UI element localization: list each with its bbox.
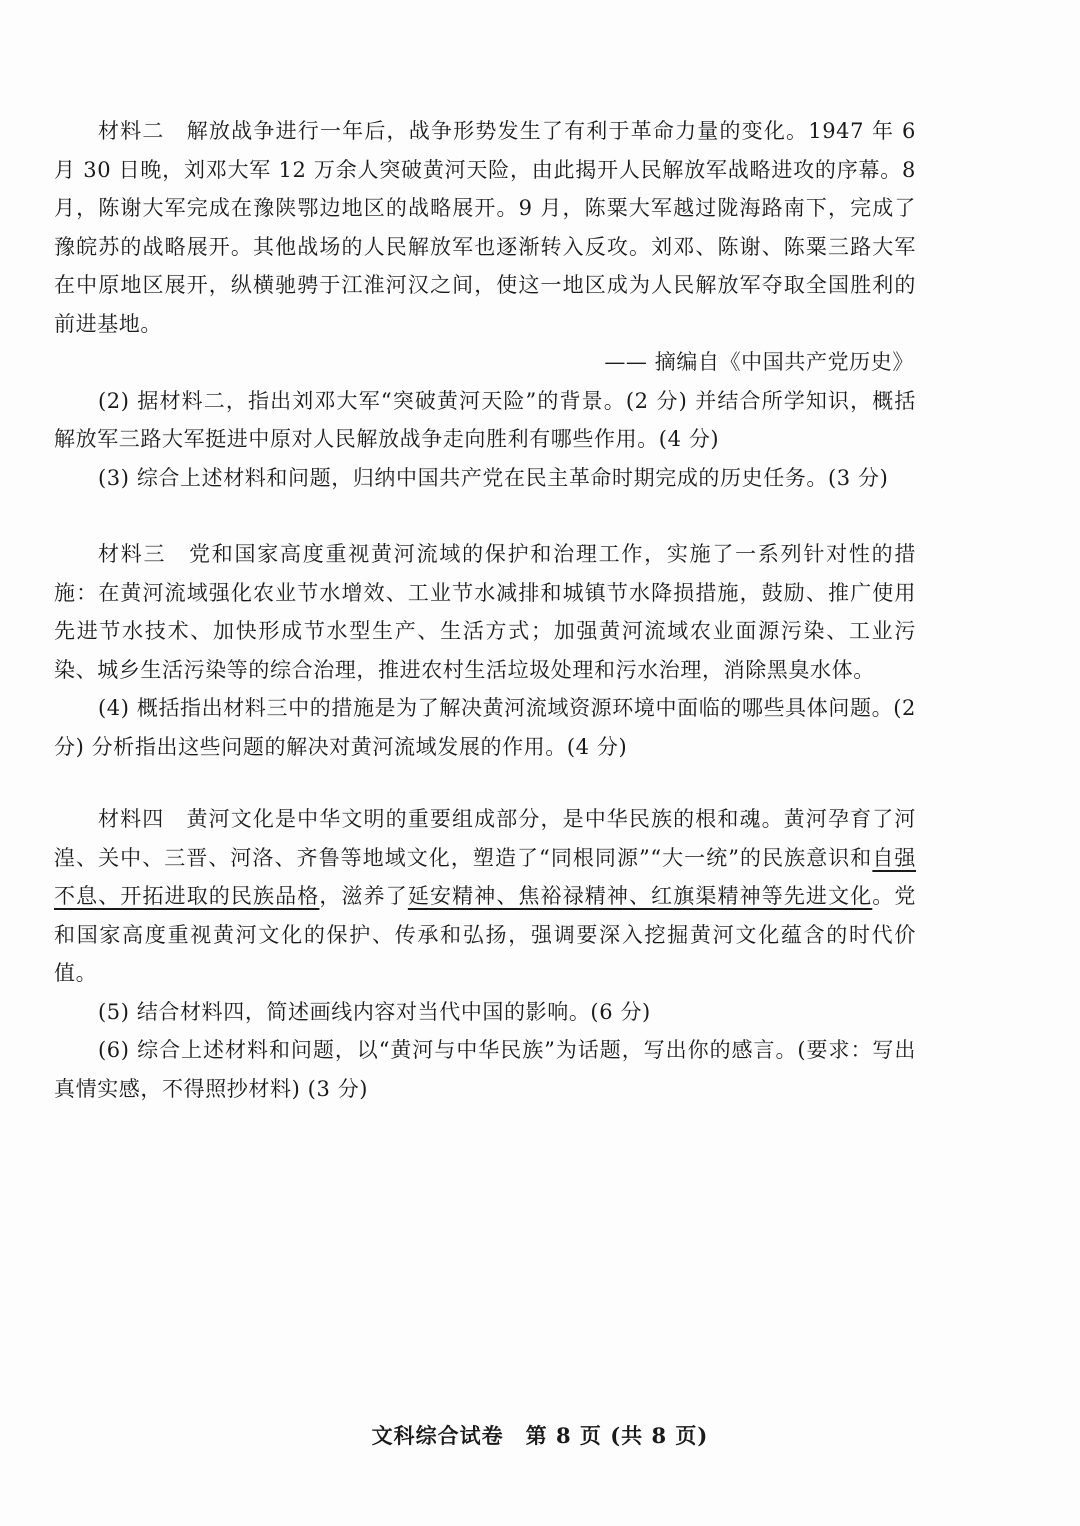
question-2: (2) 据材料二，指出刘邓大军“突破黄河天险”的背景。(2 分) 并结合所学知识，概括解放军三路大军挺进中原对人民解放战争走向胜利有哪些作用。(4 分) [54,388,916,451]
spacer [54,766,916,800]
material-4 [54,800,916,993]
material-2-label: 材料二 [98,119,165,143]
material-4-text-pre: 黄河文化是中华文明的重要组成部分，是中华民族的根和魂。黄河孕育了河湟、关中、三晋、河洛、齐鲁等地域文化，塑造了“同根同源”“大一统”的民族意识和 [54,807,916,870]
material-3 [54,535,916,689]
material-2 [54,112,916,343]
material-3-label: 材料三 [98,542,167,566]
material-3-text: 党和国家高度重视黄河流域的保护和治理工作，实施了一系列针对性的措施：在黄河流域强化农业节水增效、工业节水减排和城镇节水降损措施，鼓励、推广使用先进节水技术、加快形成节水型生产、生活方式；加强黄河流域农业面源污染、工业污染、城乡生活污染等的综合治理，推进农村生活垃圾处理和污水治理，消除黑臭水体。 [54,542,916,682]
question-6: (6) 综合上述材料和问题，以“黄河与中华民族”为话题，写出你的感言。(要求：写出真情实感，不得照抄材料) (3 分) [54,1038,916,1101]
material-4-text-post: 。党和国家高度重视黄河文化的保护、传承和弘扬，强调要深入挖掘黄河文化蕴含的时代价值。 [54,884,916,985]
material-2-source: —— 摘编自《中国共产党历史》 [604,350,914,374]
material-2-text: 解放战争进行一年后，战争形势发生了有利于革命力量的变化。1947 年 6 月 30 日晚，刘邓大军 12 万余人突破黄河天险，由此揭开人民解放军战略进攻的序幕。8 月，陈谢大军完成在豫陕鄂边地区的战略展开。9 月，陈粟大军越过陇海路南下，完成了豫皖苏的战略展开。其他战场的人民解放军也逐渐转入反攻。刘邓、陈谢、陈粟三路大军在中原地区展开，纵横驰骋于江淮河汉之间，使这一地区成为人民解放军夺取全国胜利的前进基地。 [54,119,916,336]
question-3: (3) 综合上述材料和问题，归纳中国共产党在民主革命时期完成的历史任务。(3 分) [98,465,889,490]
material-4-text-mid: ，滋养了 [319,884,408,908]
question-4: (4) 概括指出材料三中的措施是为了解决黄河流域资源环境中面临的哪些具体问题。(2 分) 分析指出这些问题的解决对黄河流域发展的作用。(4 分) [54,696,916,759]
underlined-national-character: 自强不息、开拓进取的民族品格 [54,845,917,908]
page-content [54,112,916,1108]
material-4-label: 材料四 [98,807,165,831]
page-footer: 文科综合试卷 第 8 页 (共 8 页) [371,1423,709,1448]
question-5: (5) 结合材料四，简述画线内容对当代中国的影响。(6 分) [98,999,651,1024]
underlined-advanced-culture: 延安精神、焦裕禄精神、红旗渠精神等先进文化 [407,884,873,908]
spacer [54,497,916,535]
